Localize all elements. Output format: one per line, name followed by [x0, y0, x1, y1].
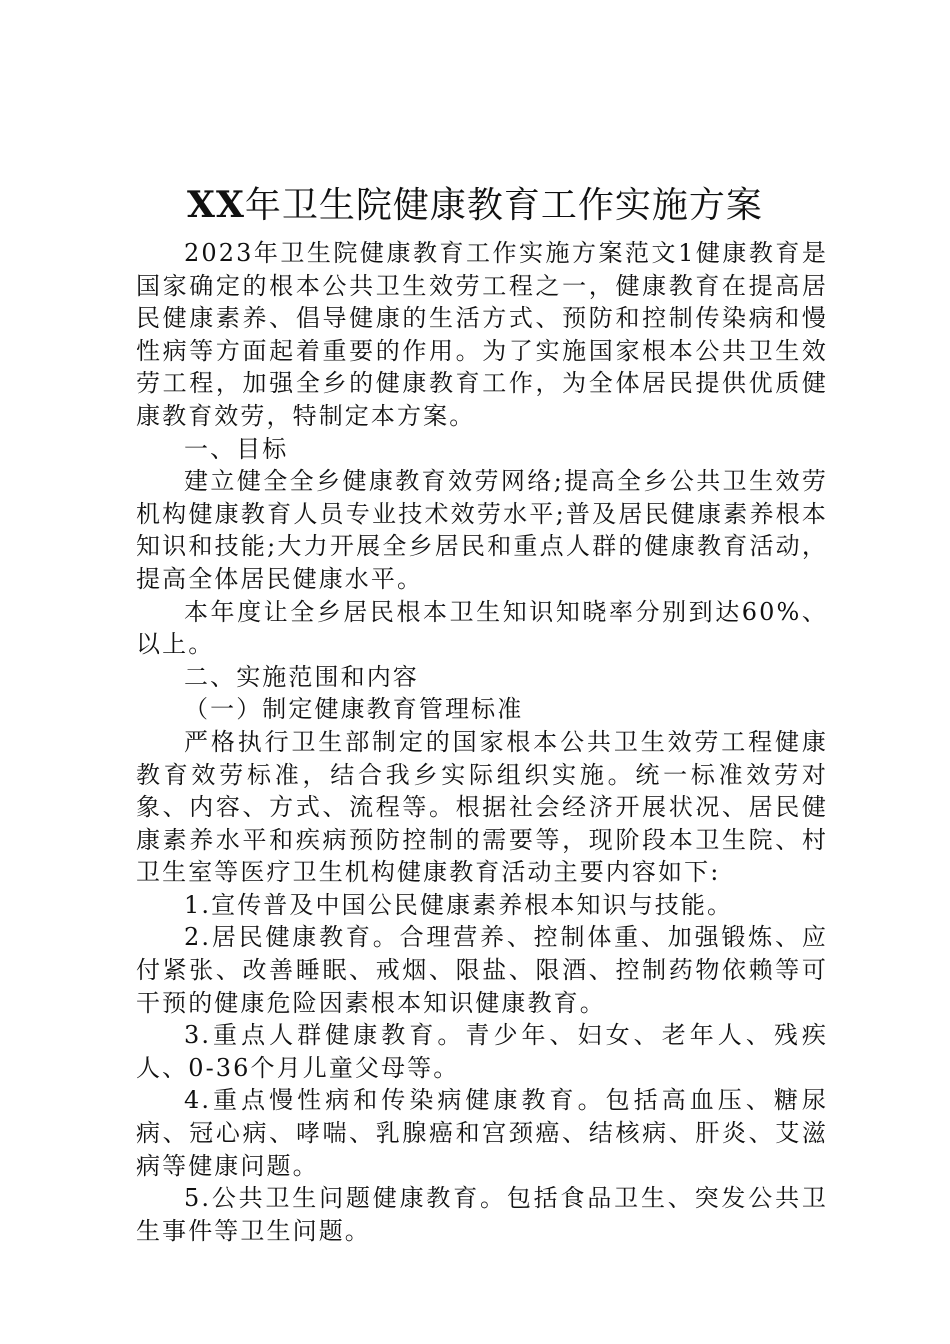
list-item-1: 1.宣传普及中国公民健康素养根本知识与技能。: [184, 890, 734, 919]
list-item-3: 3.重点人群健康教育。青少年、妇女、老年人、残疾人、0-36个月儿童父母等。: [136, 1021, 828, 1082]
intro-paragraph: 2023年卫生院健康教育工作实施方案范文1健康教育是国家确定的根本公共卫生效劳工程之一，健康教育在提高居民健康素养、倡导健康的生活方式、预防和控制传染病和慢性病等方面起着重要的作用。为了实施国家根本公共卫生效劳工程，加强全乡的健康教育工作，为全体居民提供优质健康教育效劳，特制定本方案。: [136, 239, 828, 430]
section-heading-scope: 二、实施范围和内容: [184, 662, 419, 691]
goals-paragraph: 建立健全全乡健康教育效劳网络;提高全乡公共卫生效劳机构健康教育人员专业技术效劳水平;普及居民健康素养根本知识和技能;大力开展全乡居民和重点人群的健康教育活动，提高全体居民健康水平。: [136, 467, 828, 593]
document-title: [0, 180, 950, 231]
section-heading-goals: 一、目标: [184, 434, 289, 463]
list-item-4: 4.重点慢性病和传染病健康教育。包括高血压、糖尿病、冠心病、哮喘、乳腺癌和宫颈癌、结核病、肝炎、艾滋病等健康问题。: [136, 1086, 828, 1180]
list-item-5: 5.公共卫生问题健康教育。包括食品卫生、突发公共卫生事件等卫生问题。: [136, 1184, 828, 1245]
document-body: [136, 237, 828, 1247]
title-text: 年卫生院健康教育工作实施方案: [244, 185, 763, 226]
subsection-heading-standards: （一）制定健康教育管理标准: [184, 695, 524, 724]
standards-paragraph: 严格执行卫生部制定的国家根本公共卫生效劳工程健康教育效劳标准，结合我乡实际组织实施。统一标准效劳对象、内容、方式、流程等。根据社会经济开展状况、居民健康素养水平和疾病预防控制的需要等，现阶段本卫生院、村卫生室等医疗卫生机构健康教育活动主要内容如下:: [136, 727, 828, 887]
list-item-2: 2.居民健康教育。合理营养、控制体重、加强锻炼、应付紧张、改善睡眠、戒烟、限盐、限酒、控制药物依赖等可干预的健康危险因素根本知识健康教育。: [136, 923, 828, 1017]
target-paragraph: 本年度让全乡居民根本卫生知识知晓率分别到达60%、以上。: [136, 597, 828, 659]
title-prefix: XX: [187, 184, 245, 226]
